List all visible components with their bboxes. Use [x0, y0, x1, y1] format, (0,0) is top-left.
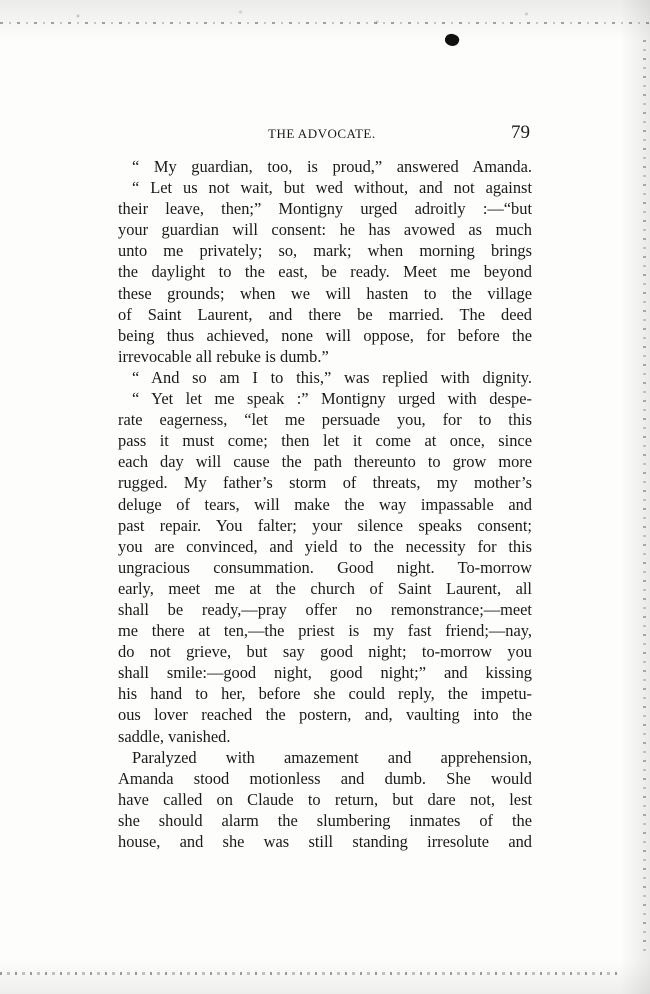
page-number: 79: [511, 122, 530, 143]
page-header: [118, 122, 530, 146]
text-line: ous lover reached the postern, and, vaulting into the: [118, 705, 532, 725]
text-line: do not grieve, but say good night; to-morrow you: [118, 642, 532, 662]
text-line: house, and she was still standing irresolute and: [118, 832, 532, 851]
running-head: THE ADVOCATE.: [268, 126, 376, 141]
text-line: Amanda stood motionless and dumb. She would: [118, 768, 532, 788]
text-line: saddle, vanished.: [118, 726, 231, 746]
text-line: rugged. My father’s storm of threats, my mother’s: [118, 473, 532, 493]
text-line: the daylight to the east, be ready. Meet me beyond: [118, 262, 532, 282]
text-line: unto me privately; so, mark; when morning brings: [118, 241, 532, 261]
text-line: you are convinced, and yield to the necessity for this: [118, 536, 532, 556]
text-line: past repair. You falter; your silence speaks consent;: [118, 515, 532, 535]
text-line: your guardian will consent: he has avowed as much: [118, 220, 532, 240]
text-line: pass it must come; then let it come at once, since: [118, 431, 532, 451]
text-line: their leave, then;” Montigny urged adroitly :—“but: [118, 199, 532, 219]
text-line: these grounds; when we will hasten to the village: [118, 283, 532, 303]
scan-edge-bottom: [0, 960, 650, 994]
text-line: “ And so am I to this,” was replied with dignity.: [132, 367, 532, 387]
text-line: of Saint Laurent, and there be married. The deed: [118, 304, 532, 324]
scan-edge-right: [620, 0, 650, 994]
text-line: shall be ready,—pray offer no remonstrance;—meet: [118, 599, 532, 619]
text-line: Paralyzed with amazement and apprehension,: [132, 747, 532, 767]
text-line: his hand to her, before she could reply, the impetu-: [118, 684, 532, 704]
text-line: “ Let us not wait, but wed without, and not against: [132, 178, 532, 198]
text-line: shall smile:—good night, good night;” and kissing: [118, 663, 532, 683]
text-line: me there at ten,—the priest is my fast friend;—nay,: [118, 621, 532, 641]
text-line: irrevocable all rebuke is dumb.”: [118, 346, 329, 366]
text-line: “ Yet let me speak :” Montigny urged with despe-: [132, 389, 532, 409]
text-line: rate eagerness, “let me persuade you, for to this: [118, 410, 532, 430]
text-line: have called on Claude to return, but dare not, lest: [118, 789, 532, 809]
text-line: ungracious consummation. Good night. To-morrow: [118, 557, 532, 577]
text-line: “ My guardian, too, is proud,” answered Amanda.: [132, 157, 532, 176]
text-line: she should alarm the slumbering inmates of the: [118, 810, 532, 830]
text-line: deluge of tears, will make the way impassable and: [118, 494, 532, 514]
body-text: [118, 156, 532, 852]
scan-edge-top: [0, 0, 650, 40]
text-line: being thus achieved, none will oppose, for before the: [118, 325, 532, 345]
text-line: early, meet me at the church of Saint Laurent, all: [118, 578, 532, 598]
text-line: each day will cause the path thereunto to grow more: [118, 452, 532, 472]
